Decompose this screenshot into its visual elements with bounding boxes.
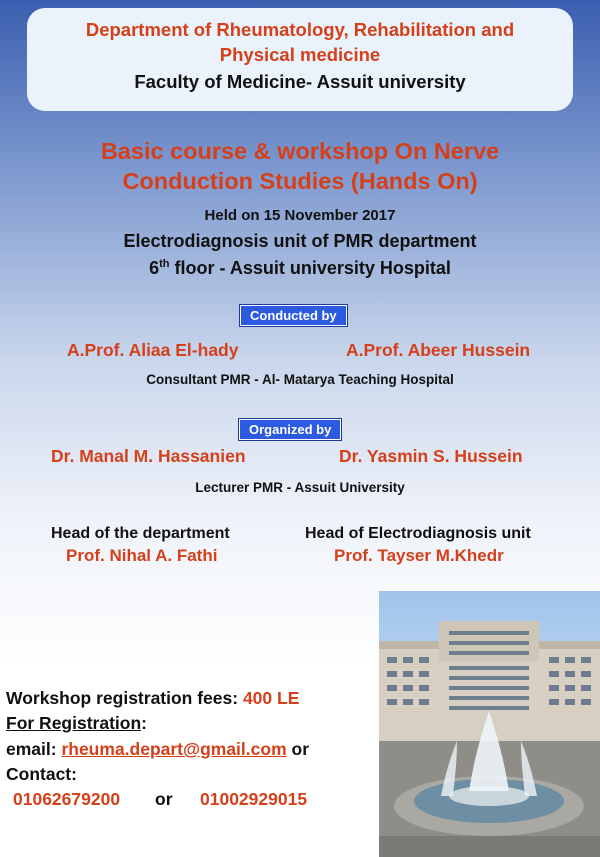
department-name-line1: Department of Rheumatology, Rehabilitation and xyxy=(85,19,515,40)
registration-fees xyxy=(6,688,299,709)
venue xyxy=(0,230,600,280)
email-suffix: or xyxy=(286,739,310,759)
head-dept-name: Prof. Nihal A. Fathi xyxy=(66,546,218,565)
department-name-line2: Physical medicine xyxy=(219,44,381,65)
for-registration-colon: : xyxy=(141,713,147,733)
organized-by-badge: Organized by xyxy=(239,419,341,440)
venue-line2-rest: floor - Assuit university Hospital xyxy=(169,258,451,278)
conductor-2: A.Prof. Abeer Hussein xyxy=(346,340,531,360)
phone-1: 01062679200 xyxy=(13,789,121,809)
venue-line1: Electrodiagnosis unit of PMR department xyxy=(123,231,477,251)
course-title-line2: Conduction Studies (Hands On) xyxy=(122,168,478,194)
held-date: Held on 15 November 2017 xyxy=(204,207,396,224)
head-unit-name: Prof. Tayser M.Khedr xyxy=(334,546,504,565)
faculty-name: Faculty of Medicine- Assuit university xyxy=(134,71,466,92)
email-link[interactable]: rheuma.depart@gmail.com xyxy=(61,739,287,759)
fees-value: 400 LE xyxy=(242,688,300,708)
for-registration xyxy=(6,713,147,734)
header-box xyxy=(27,8,573,111)
venue-line2 xyxy=(0,253,600,280)
venue-floor-suffix: th xyxy=(159,258,170,270)
for-registration-label: For Registration xyxy=(6,713,142,733)
contact-label: Contact: xyxy=(6,764,77,784)
hospital-building-illustration xyxy=(379,591,600,857)
conductor-1: A.Prof. Aliaa El-hady xyxy=(67,340,239,360)
organizer-2: Dr. Yasmin S. Hussein xyxy=(339,446,523,466)
fees-label: Workshop registration fees: xyxy=(6,688,243,708)
hospital-photo xyxy=(379,591,600,857)
head-unit-label: Head of Electrodiagnosis unit xyxy=(305,525,531,542)
venue-floor-number: 6 xyxy=(149,258,160,278)
email-label: email: xyxy=(6,739,62,759)
organizer-1: Dr. Manal M. Hassanien xyxy=(51,446,246,466)
head-dept-label: Head of the department xyxy=(51,525,230,542)
phone-2: 01002929015 xyxy=(200,789,308,809)
conducted-by-badge: Conducted by xyxy=(240,305,347,326)
organizer-affiliation: Lecturer PMR - Assuit University xyxy=(195,480,405,495)
phone-or: or xyxy=(155,789,173,809)
email-line xyxy=(6,739,309,760)
course-title-line1: Basic course & workshop On Nerve xyxy=(100,138,500,164)
course-title xyxy=(0,136,600,196)
conductor-affiliation: Consultant PMR - Al- Matarya Teaching Hospital xyxy=(146,372,454,387)
